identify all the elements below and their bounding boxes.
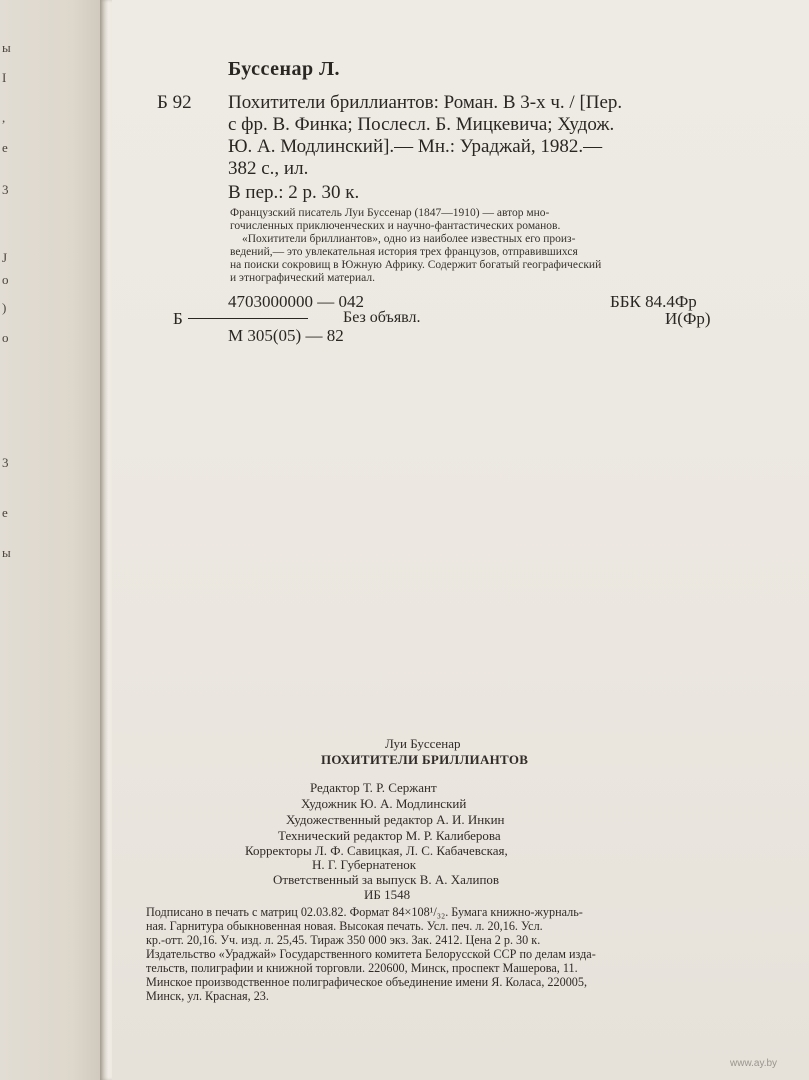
- author-heading: Буссенар Л.: [228, 58, 341, 80]
- printing-info-line: тельств, полиграфии и книжной торговли. 220600, Минск, проспект Машерова, 11.: [146, 961, 578, 975]
- price-line: В пер.: 2 р. 30 к.: [228, 182, 360, 203]
- credit-line: ИБ 1548: [364, 887, 411, 902]
- annotation-line: и этнографический материал.: [230, 272, 375, 284]
- fraction-divider: [188, 318, 308, 319]
- left-page-glyph: ,: [2, 110, 6, 125]
- bbk-code-secondary: И(Фр): [665, 309, 711, 328]
- credit-line: Корректоры Л. Ф. Савицкая, Л. С. Кабачевская,: [245, 843, 508, 858]
- colophon-author: Луи Буссенар: [385, 736, 461, 751]
- bibliographic-line: Ю. А. Модлинский].— Мн.: Ураджай, 1982.—: [228, 136, 603, 157]
- catalog-number-top: 4703000000 — 042: [228, 292, 364, 311]
- left-page-glyph: o: [2, 330, 9, 345]
- annotation-line: на поиски сокровищ в Южную Африку. Содержит богатый географический: [230, 259, 602, 271]
- left-page-glyph: 3: [2, 455, 9, 470]
- printing-info-line: Издательство «Ураджай» Государственного комитета Белорусской ССР по делам изда-: [146, 947, 596, 961]
- fraction-letter: Б: [173, 309, 183, 328]
- colophon-title: ПОХИТИТЕЛИ БРИЛЛИАНТОВ: [321, 752, 529, 767]
- left-page-glyph: 3: [2, 182, 9, 197]
- bibliographic-line: с фр. В. Финка; Послесл. Б. Мицкевича; Худож.: [228, 114, 615, 135]
- left-page-glyph: o: [2, 272, 9, 287]
- left-page-glyph: J: [2, 250, 8, 265]
- left-page-glyph: e: [2, 505, 8, 520]
- bibliographic-line: Похитители бриллиантов: Роман. В 3-х ч. / [Пер.: [228, 92, 623, 113]
- left-page-glyph: ): [2, 300, 7, 315]
- left-page-edge: [0, 0, 104, 1080]
- left-page-glyph: e: [2, 140, 8, 155]
- annotation-line: Французский писатель Луи Буссенар (1847—1910) — автор мно-: [230, 207, 550, 219]
- library-code: Б 92: [157, 92, 192, 113]
- left-page-glyph: I: [2, 70, 7, 85]
- printing-info-line: ная. Гарнитура обыкновенная новая. Высокая печать. Усл. печ. л. 20,16. Усл.: [146, 919, 543, 933]
- printing-info-line: Подписано в печать с матриц 02.03.82. Формат 84×108¹/₃₂. Бумага книжно-журналь-: [146, 905, 583, 919]
- bibliographic-line: 382 с., ил.: [228, 158, 309, 179]
- bbk-code: ББК 84.4Фр: [610, 292, 697, 311]
- no-announcement-note: Без объявл.: [343, 309, 421, 326]
- credit-line: Технический редактор М. Р. Калиберова: [278, 828, 501, 843]
- credit-line: Н. Г. Губернатенок: [312, 857, 417, 872]
- annotation-line: ведений,— это увлекательная история трех французов, отправившихся: [230, 246, 578, 258]
- printing-info-line: Минск, ул. Красная, 23.: [146, 989, 269, 1003]
- left-page-glyph: ы: [2, 545, 11, 560]
- left-page-glyph: ы: [2, 40, 11, 55]
- credit-line: Редактор Т. Р. Сержант: [310, 780, 437, 795]
- site-watermark: www.ay.by: [730, 1058, 778, 1069]
- annotation-line: гочисленных приключенческих и научно-фантастических романов.: [230, 220, 561, 232]
- printing-info-line: Минское производственное полиграфическое объединение имени Я. Коласа, 220005,: [146, 975, 588, 989]
- printing-info-line: кр.-отт. 20,16. Уч. изд. л. 25,45. Тираж 350 000 экз. Зак. 2412. Цена 2 р. 30 к.: [146, 933, 541, 947]
- credit-line: Художник Ю. А. Модлинский: [301, 796, 467, 811]
- annotation-line: «Похитители бриллиантов», одно из наиболее известных его произ-: [242, 233, 576, 245]
- credit-line: Художественный редактор А. И. Инкин: [286, 812, 505, 827]
- credit-line: Ответственный за выпуск В. А. Халипов: [273, 872, 500, 887]
- catalog-number-bottom: М 305(05) — 82: [228, 326, 344, 345]
